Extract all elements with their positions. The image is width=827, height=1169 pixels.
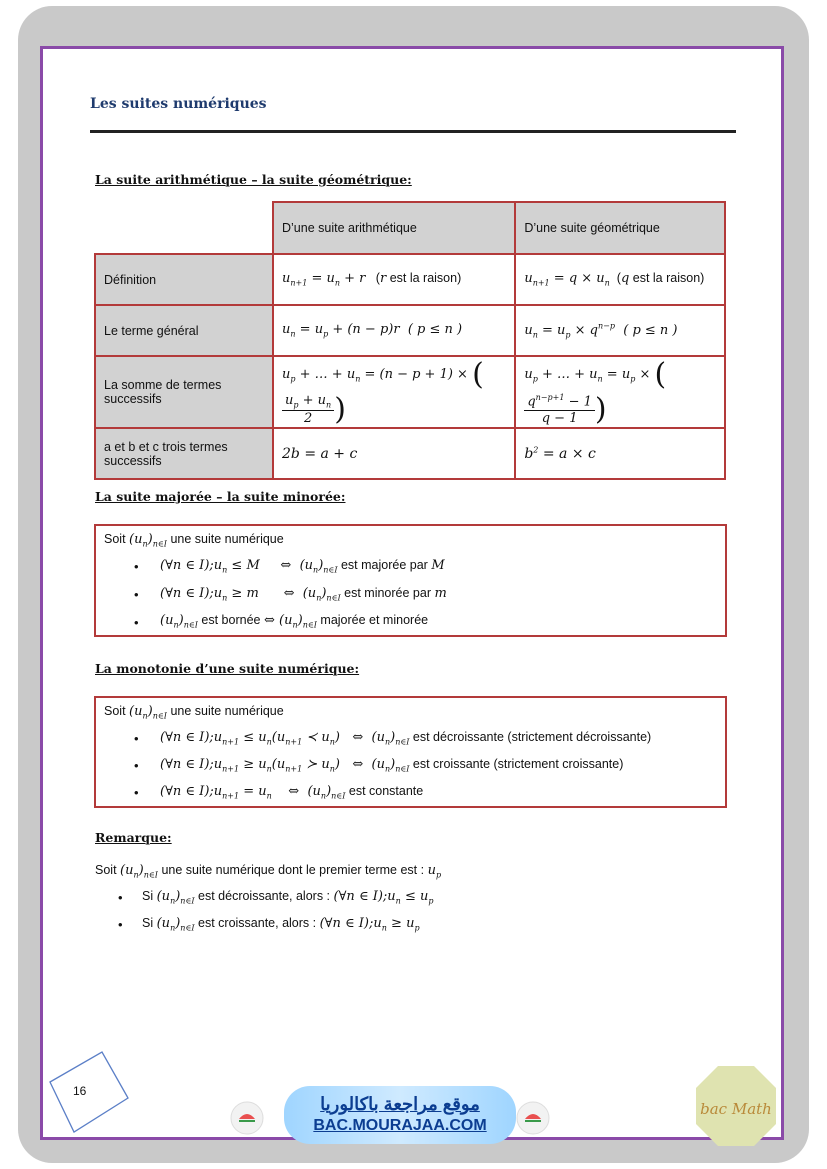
terme-geo-formula: $u_n = u_p \times q^{n-p}$ ( p ≤ n ) (515, 305, 725, 356)
abc-arith-formula: 2b = a + c (273, 428, 515, 479)
row-somme: La somme de termes successifs (95, 356, 273, 428)
section-title-arith-geo: La suite arithmétique – la suite géométrique: (95, 172, 412, 187)
site-url[interactable]: BAC.MOURAJAA.COM (313, 1117, 487, 1134)
site-arabic: موقع مراجعة باكالوريا (320, 1094, 480, 1114)
remarque-croissante-text: est croissante, alors : (198, 916, 317, 930)
si-label: Si (142, 916, 154, 930)
soit-label: Soit (104, 532, 126, 546)
comparison-table (94, 201, 726, 480)
page-title: Les suites numériques (90, 96, 267, 112)
bullet-icon: • (134, 758, 139, 773)
section-title-monotonie: La monotonie d’une suite numérique: (95, 661, 360, 676)
header-arith: D’une suite arithmétique (273, 202, 515, 254)
svg-text:bac Math: bac Math (700, 1100, 772, 1118)
majoree-intro: une suite numérique (170, 532, 284, 546)
monotonie-intro: une suite numérique (170, 704, 284, 718)
decroissante-text: est décroissante (strictement décroissante) (412, 730, 652, 744)
somme-geo-formula: $u_p$ + … + $u_n = u_p$ × ( $\frac{q^{n-p+1} - 1}{q - 1}$ ) (515, 356, 725, 428)
bullet-icon: • (134, 785, 139, 800)
bullet-icon: • (134, 615, 139, 630)
majoree-minoree-text: majorée et minorée (320, 613, 429, 627)
remarque-decroissante-text: est décroissante, alors : (198, 889, 331, 903)
somme-arith-formula: $u_p$ + … + $u_n = (n - p + 1)$ × ( $\frac{u_p + u_n}{2}$ ) (273, 356, 515, 428)
bullet-icon: • (134, 731, 139, 746)
bullet-icon: • (134, 559, 139, 574)
minoree-text: est minorée par (344, 586, 431, 600)
abc-geo-formula: $b^2 = a \times c$ (515, 428, 725, 479)
terme-arith-formula: $u_n = u_p + (n - p)r$ ( p ≤ n ) (273, 305, 515, 356)
remarque-intro-line: Soit $(u_n)_{n\in I}$ une suite numérique dont le premier terme est : $u_p$ (95, 863, 442, 880)
constante-text: est constante (348, 784, 424, 798)
row-definition: Définition (95, 254, 273, 305)
majoree-text: est majorée par (340, 558, 428, 572)
remarque-title: Remarque: (95, 830, 172, 845)
def-arith-formula: $u_{n+1} = u_n + r$ (r est la raison) (273, 254, 515, 305)
monotonie-box: Soit $(u_n)_{n\in I}$ une suite numérique • (∀n ∈ $I);u_{n+1} \le u_n(u_{n+1}$ ≺ $u_n$) ⇔ $(u_n)_{n\in I}$ est décroissante (strictement décroissante) • (∀n ∈ $I);u_{n+1} \ge u_n(u_{n+1}$ ≻ $u_n$) ⇔ $(u_n)_{n\in I}$ est croissante (strictement croissante) • (∀n ∈ $I);u_{n+1} = u_n$ ⇔ $(u_n)_{n\in I}$ est constante (94, 696, 727, 808)
logo-left-icon (230, 1101, 264, 1135)
table-corner (95, 202, 273, 254)
def-geo-note: est la raison) (632, 271, 705, 286)
si-label: Si (142, 889, 154, 903)
bornee-text: est bornée (201, 613, 261, 627)
majoree-box: Soit $(u_n)_{n\in I}$ une suite numérique • (∀n ∈ $I);u_n \le M$ ⇔ $(u_n)_{n\in I}$ est majorée par M • (∀n ∈ $I);u_n \ge m$ ⇔ $(u_n)_{n\in I}$ est minorée par m • $(u_n)_{n\in I}$ est bornée ⇔ $(u_n)_{n\in I}$ majorée et minorée (94, 524, 727, 637)
remarque-intro: une suite numérique dont le premier terme est : (161, 863, 425, 877)
remarque-line-1: Si $(u_n)_{n\in I}$ est décroissante, alors : (∀n ∈ $I);u_n \le u_p$ (142, 889, 434, 906)
logo-right-icon (516, 1101, 550, 1135)
header-geo: D’une suite géométrique (515, 202, 725, 254)
def-arith-note: est la raison) (389, 271, 462, 286)
row-terme-general: Le terme général (95, 305, 273, 356)
row-abc: a et b et c trois termes successifs (95, 428, 273, 479)
bullet-icon: • (118, 890, 123, 905)
def-geo-formula: $u_{n+1} = q \times u_n$ (q est la raison) (515, 254, 725, 305)
bullet-icon: • (134, 587, 139, 602)
bacmath-logo (694, 1064, 778, 1148)
soit-label: Soit (95, 863, 117, 877)
site-banner[interactable] (284, 1086, 516, 1144)
croissante-text: est croissante (strictement croissante) (412, 757, 624, 771)
page-corner-icon (44, 1050, 134, 1140)
page-number: 16 (73, 1084, 87, 1098)
bullet-icon: • (118, 917, 123, 932)
section-title-majoree: La suite majorée – la suite minorée: (95, 489, 346, 504)
title-rule (90, 130, 736, 133)
soit-label: Soit (104, 704, 126, 718)
remarque-line-2: Si $(u_n)_{n\in I}$ est croissante, alors : (∀n ∈ $I);u_n \ge u_p$ (142, 916, 420, 933)
